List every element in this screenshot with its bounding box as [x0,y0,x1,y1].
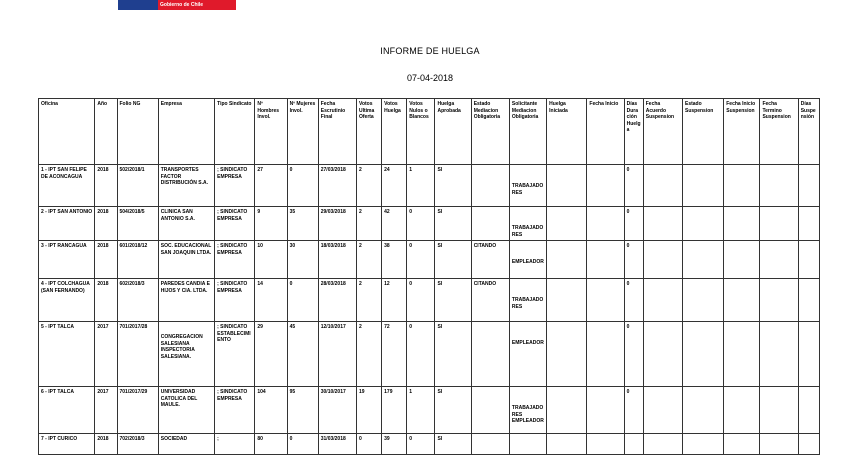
cell-oficina: 7 - IPT CURICO [39,434,95,455]
cell-oficina: 2 - IPT SAN ANTONIO [39,207,95,241]
logo-blue-block [118,0,158,10]
cell-dias-suspension [798,241,819,279]
cell-hombres: 104 [255,387,287,434]
cell-inicio-suspension [724,165,760,207]
cell-votos-nulos: 0 [407,279,435,322]
cell-votos-nulos: 0 [407,434,435,455]
cell-votos-nulos: 0 [407,207,435,241]
cell-huelga-iniciada [547,279,587,322]
col-header: Días Suspensión [798,99,819,165]
cell-votos-oferta: 2 [356,165,381,207]
cell-termino-suspension [760,434,798,455]
col-header: Solicitante Mediacion Obligatoria [509,99,546,165]
cell-votos-nulos: 1 [407,165,435,207]
solicitante-text: EMPLEADOR [511,259,544,266]
cell-fecha-inicio [587,279,624,322]
table-row [39,322,820,387]
cell-oficina: 5 - IPT TALCA [39,322,95,387]
col-header: Año [95,99,117,165]
cell-dias-suspension [798,165,819,207]
cell-solicitante-mediacion [509,387,546,434]
cell-empresa: UNIVERSIDAD CATOLICA DEL MAULE. [158,387,214,434]
cell-folio: 502/2018/1 [117,165,158,207]
cell-anio: 2018 [95,434,117,455]
cell-mujeres: 0 [287,279,318,322]
cell-solicitante-mediacion [509,279,546,322]
solicitante-text: TRABAJADORES [511,225,544,238]
cell-mujeres: 0 [287,165,318,207]
table-row [39,241,820,279]
cell-fecha-escrutinio: 28/03/2018 [318,279,356,322]
cell-votos-nulos: 1 [407,387,435,434]
cell-fecha-inicio [587,241,624,279]
cell-huelga-iniciada [547,434,587,455]
empresa-text: CONGREGACION SALESIANA INSPECTORIA SALESIANA. [160,334,203,360]
cell-solicitante-mediacion [509,241,546,279]
cell-tipo-sindicato: ; SINDICATO EMPRESA [215,279,255,322]
cell-huelga-aprobada: SI [435,322,471,387]
cell-hombres: 9 [255,207,287,241]
cell-fecha-acuerdo [643,322,682,387]
cell-solicitante-mediacion [509,434,546,455]
cell-fecha-inicio [587,322,624,387]
col-header: Fecha Termino Suspension [760,99,798,165]
cell-huelga-aprobada: SI [435,434,471,455]
cell-oficina: 6 - IPT TALCA [39,387,95,434]
cell-fecha-inicio [587,165,624,207]
col-header: Tipo Sindicato [215,99,255,165]
table-row [39,387,820,434]
cell-dias-suspension [798,434,819,455]
col-header: Días Duración Huelga [624,99,643,165]
cell-votos-nulos: 0 [407,241,435,279]
cell-fecha-acuerdo [643,279,682,322]
cell-estado-suspension [683,279,724,322]
cell-dias-duracion: 0 [624,279,643,322]
cell-hombres: 10 [255,241,287,279]
cell-huelga-iniciada [547,165,587,207]
cell-dias-suspension [798,207,819,241]
col-header: Oficina [39,99,95,165]
cell-termino-suspension [760,279,798,322]
cell-empresa: SOC. EDUCACIONAL SAN JOAQUIN LTDA. [158,241,214,279]
cell-inicio-suspension [724,207,760,241]
cell-solicitante-mediacion [509,322,546,387]
cell-inicio-suspension [724,241,760,279]
cell-termino-suspension [760,241,798,279]
cell-folio: 701/2017/28 [117,322,158,387]
cell-estado-mediacion [471,207,509,241]
cell-empresa: SOCIEDAD [158,434,214,455]
col-header: Estado Suspension [683,99,724,165]
table-row [39,165,820,207]
solicitante-text: TRABAJADORES [511,297,544,310]
cell-mujeres: 95 [287,387,318,434]
cell-tipo-sindicato: ; SINDICATO EMPRESA [215,207,255,241]
cell-fecha-escrutinio: 30/10/2017 [318,387,356,434]
cell-dias-duracion: 0 [624,207,643,241]
cell-tipo-sindicato: ; SINDICATO EMPRESA [215,165,255,207]
cell-mujeres: 45 [287,322,318,387]
cell-estado-suspension [683,387,724,434]
cell-oficina: 1 - IPT SAN FELIPE DE ACONCAGUA [39,165,95,207]
col-header: Votos Huelga [382,99,407,165]
table-row [39,279,820,322]
cell-huelga-iniciada [547,322,587,387]
col-header: Votos Ultima Oferta [356,99,381,165]
cell-fecha-acuerdo [643,387,682,434]
cell-anio: 2017 [95,387,117,434]
cell-fecha-inicio [587,387,624,434]
cell-empresa: TRANSPORTES FACTOR DISTRIBUCIÓN S.A. [158,165,214,207]
cell-huelga-aprobada: SI [435,165,471,207]
table-body [39,165,820,455]
cell-mujeres: 0 [287,434,318,455]
cell-estado-suspension [683,165,724,207]
col-header: Huelga Aprobada [435,99,471,165]
cell-votos-nulos: 0 [407,322,435,387]
cell-dias-suspension [798,322,819,387]
cell-estado-mediacion [471,165,509,207]
cell-fecha-escrutinio: 18/03/2018 [318,241,356,279]
cell-votos-oferta: 0 [356,434,381,455]
col-header: Folio NG [117,99,158,165]
cell-huelga-iniciada [547,387,587,434]
solicitante-text: TRABAJADORES EMPLEADOR [511,405,544,425]
cell-empresa: CLINICA SAN ANTONIO S.A. [158,207,214,241]
cell-votos-oferta: 2 [356,322,381,387]
cell-votos-oferta: 2 [356,241,381,279]
col-header: Empresa [158,99,214,165]
logo-text: Gobierno de Chile [160,2,204,8]
cell-fecha-acuerdo [643,207,682,241]
cell-huelga-aprobada: SI [435,207,471,241]
cell-huelga-aprobada: SI [435,241,471,279]
cell-tipo-sindicato: ; SINDICATO EMPRESA [215,241,255,279]
cell-termino-suspension [760,207,798,241]
cell-fecha-escrutinio: 29/03/2018 [318,207,356,241]
cell-huelga-aprobada: SI [435,279,471,322]
col-header: Fecha Inicio [587,99,624,165]
cell-solicitante-mediacion [509,165,546,207]
cell-votos-huelga: 38 [382,241,407,279]
cell-fecha-acuerdo [643,165,682,207]
cell-dias-suspension [798,279,819,322]
cell-votos-huelga: 12 [382,279,407,322]
col-header: Huelga Iniciada [547,99,587,165]
cell-estado-mediacion: CITANDO [471,279,509,322]
cell-hombres: 27 [255,165,287,207]
cell-estado-mediacion [471,387,509,434]
cell-tipo-sindicato: ; SINDICATO ESTABLECIMIENTO [215,322,255,387]
col-header: Nº Hombres Invol. [255,99,287,165]
cell-dias-duracion: 0 [624,165,643,207]
solicitante-text: TRABAJADORES [511,183,544,196]
header-row [39,99,820,165]
cell-anio: 2018 [95,207,117,241]
cell-mujeres: 35 [287,207,318,241]
cell-anio: 2018 [95,279,117,322]
cell-estado-mediacion: CITANDO [471,241,509,279]
cell-anio: 2018 [95,241,117,279]
strike-report-table [38,98,820,455]
cell-hombres: 80 [255,434,287,455]
col-header: Fecha Escrutinio Final [318,99,356,165]
cell-solicitante-mediacion [509,207,546,241]
cell-votos-huelga: 24 [382,165,407,207]
cell-dias-duracion: 0 [624,387,643,434]
cell-empresa: PAREDES CANDIA E HIJOS Y CIA. LTDA. [158,279,214,322]
cell-votos-huelga: 42 [382,207,407,241]
cell-votos-oferta: 2 [356,279,381,322]
cell-huelga-iniciada [547,207,587,241]
cell-estado-suspension [683,322,724,387]
col-header: Estado Mediacion Obligatoria [471,99,509,165]
cell-votos-huelga: 72 [382,322,407,387]
cell-votos-huelga: 179 [382,387,407,434]
cell-folio: 702/2018/3 [117,434,158,455]
cell-inicio-suspension [724,322,760,387]
cell-estado-suspension [683,241,724,279]
cell-dias-duracion: 0 [624,241,643,279]
cell-anio: 2018 [95,165,117,207]
cell-fecha-escrutinio: 27/03/2018 [318,165,356,207]
cell-hombres: 14 [255,279,287,322]
report-date: 07-04-2018 [406,73,454,83]
cell-folio: 701/2017/29 [117,387,158,434]
cell-estado-mediacion [471,434,509,455]
report-title: INFORME DE HUELGA [380,46,480,56]
cell-votos-oferta: 2 [356,207,381,241]
solicitante-text: EMPLEADOR [511,340,544,347]
cell-hombres: 29 [255,322,287,387]
cell-empresa [158,322,214,387]
cell-fecha-inicio [587,434,624,455]
col-header: Votos Nulos o Blancos [407,99,435,165]
cell-dias-duracion [624,434,643,455]
col-header: Fecha Inicio Suspension [724,99,760,165]
cell-votos-huelga: 39 [382,434,407,455]
cell-oficina: 4 - IPT COLCHAGUA (SAN FERNANDO) [39,279,95,322]
cell-termino-suspension [760,165,798,207]
col-header: Fecha Acuerdo Suspension [643,99,682,165]
cell-folio: 602/2018/3 [117,279,158,322]
cell-fecha-escrutinio: 12/10/2017 [318,322,356,387]
cell-votos-oferta: 19 [356,387,381,434]
cell-estado-suspension [683,434,724,455]
cell-anio: 2017 [95,322,117,387]
table-row [39,207,820,241]
cell-folio: 601/2018/12 [117,241,158,279]
cell-dias-duracion: 0 [624,322,643,387]
cell-folio: 504/2018/5 [117,207,158,241]
cell-termino-suspension [760,322,798,387]
cell-dias-suspension [798,387,819,434]
cell-fecha-escrutinio: 31/03/2018 [318,434,356,455]
cell-fecha-acuerdo [643,241,682,279]
cell-tipo-sindicato: ; SINDICATO EMPRESA [215,387,255,434]
cell-inicio-suspension [724,434,760,455]
cell-fecha-acuerdo [643,434,682,455]
cell-estado-suspension [683,207,724,241]
cell-tipo-sindicato: ; [215,434,255,455]
table-row [39,434,820,455]
cell-huelga-iniciada [547,241,587,279]
cell-inicio-suspension [724,279,760,322]
cell-oficina: 3 - IPT RANCAGUA [39,241,95,279]
cell-estado-mediacion [471,322,509,387]
cell-huelga-aprobada: SI [435,387,471,434]
cell-mujeres: 30 [287,241,318,279]
cell-inicio-suspension [724,387,760,434]
col-header: Nº Mujeres Invol. [287,99,318,165]
cell-fecha-inicio [587,207,624,241]
cell-termino-suspension [760,387,798,434]
